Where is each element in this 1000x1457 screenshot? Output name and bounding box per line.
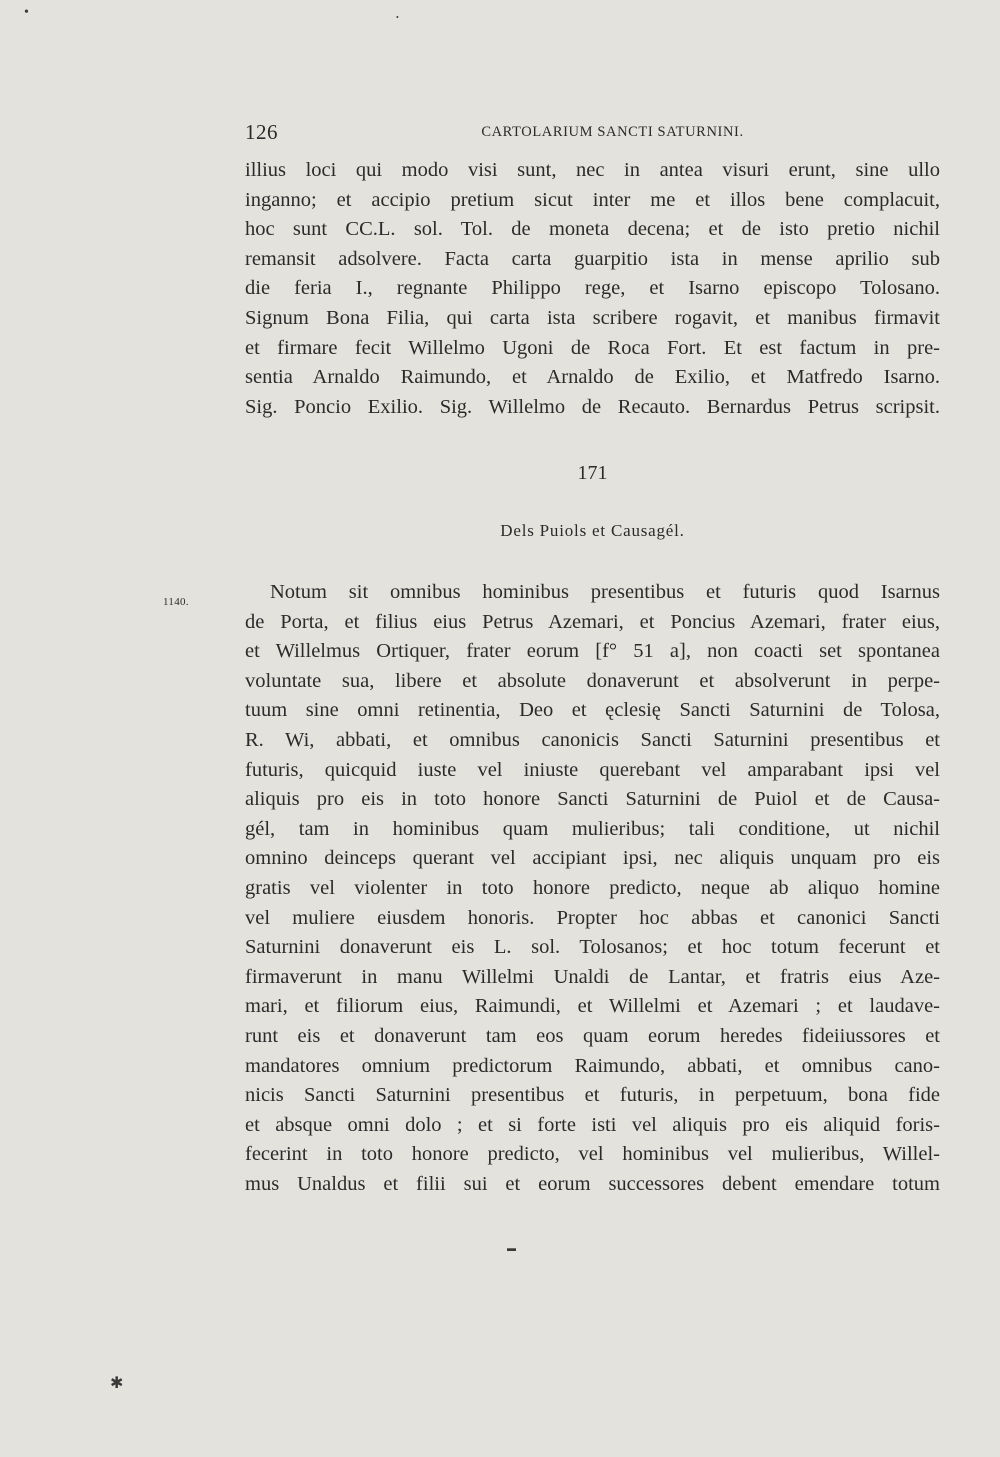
ink-speck: ✱ bbox=[110, 1375, 124, 1392]
text-line: vel muliere eiusdem honoris. Propter hoc abbas et canonici Sancti bbox=[245, 906, 940, 929]
text-line: voluntate sua, libere et absolute donaverunt et absolverunt in perpe- bbox=[245, 669, 940, 692]
text-line: aliquis pro eis in toto honore Sancti Saturnini de Puiol et de Causa- bbox=[245, 788, 940, 811]
text-line: runt eis et donaverunt tam eos quam eorum heredes fideiiussores et bbox=[245, 1024, 940, 1047]
text-line: mari, et filiorum eius, Raimundi, et Willelmi et Azemari ; et laudave- bbox=[245, 995, 940, 1018]
document-number: 171 bbox=[577, 462, 608, 484]
text-line: omnino deinceps querant vel accipiant ipsi, nec aliquis unquam pro eis bbox=[245, 847, 940, 870]
text-line: tuum sine omni retinentia, Deo et ęclesię Sancti Saturnini de Tolosa, bbox=[245, 699, 940, 722]
text-line: futuris, quicquid iuste vel iniuste querebant vel amparabant ipsi vel bbox=[245, 758, 940, 781]
text-line: et Willelmus Ortiquer, frater eorum [f° 51 a], non coacti set spontanea bbox=[245, 640, 940, 663]
text-line: mus Unaldus et filii sui et eorum successores debent emendare totum bbox=[245, 1172, 940, 1195]
text-line: de Porta, et filius eius Petrus Azemari, et Poncius Azemari, frater eius, bbox=[245, 610, 940, 633]
text-line: remansit adsolvere. Facta carta guarpitio ista in mense aprilio sub bbox=[245, 247, 940, 270]
text-line: Notum sit omnibus hominibus presentibus et futuris quod Isarnus bbox=[270, 581, 940, 603]
running-header bbox=[245, 120, 940, 148]
text-line: nicis Sancti Saturnini presentibus et futuris, in perpetuum, bona fide bbox=[245, 1084, 940, 1107]
text-line: mandatores omnium predictorum Raimundo, abbati, et omnibus cano- bbox=[245, 1054, 940, 1077]
text-line: Signum Bona Filia, qui carta ista scribere rogavit, et manibus firmavit bbox=[245, 306, 940, 329]
text-line: sentia Arnaldo Raimundo, et Arnaldo de Exilio, et Matfredo Isarno. bbox=[245, 366, 940, 389]
text-line: gratis vel violenter in toto honore predicto, neque ab aliquo homine bbox=[245, 876, 940, 899]
ink-speck: ▬ bbox=[507, 1243, 516, 1253]
text-line: hoc sunt CC.L. sol. Tol. de moneta decena; et de isto pretio nichil bbox=[245, 218, 940, 241]
margin-date: 1140. bbox=[163, 596, 189, 608]
page-number: 126 bbox=[245, 120, 278, 144]
document-body bbox=[245, 578, 940, 1199]
text-line: firmaverunt in manu Willelmi Unaldi de Lantar, et fratris eius Aze- bbox=[245, 965, 940, 988]
text-line: Saturnini donaverunt eis L. sol. Tolosanos; et hoc totum fecerunt et bbox=[245, 936, 940, 959]
text-line: die feria I., regnante Philippo rege, et Isarno episcopo Tolosano. bbox=[245, 277, 940, 300]
text-line: inganno; et accipio pretium sicut inter me et illos bene complacuit, bbox=[245, 188, 940, 211]
ink-speck: • bbox=[396, 13, 399, 22]
document-title: Dels Puiols et Causagél. bbox=[500, 521, 685, 540]
text-line: Sig. Poncio Exilio. Sig. Willelmo de Recauto. Bernardus Petrus scripsit. bbox=[245, 395, 940, 418]
running-title: CARTOLARIUM SANCTI SATURNINI. bbox=[481, 124, 744, 140]
text-line: et firmare fecit Willelmo Ugoni de Roca Fort. Et est factum in pre- bbox=[245, 336, 940, 359]
ink-speck: • bbox=[24, 5, 29, 20]
text-line: et absque omni dolo ; et si forte isti vel aliquis pro eis aliquid foris- bbox=[245, 1113, 940, 1136]
text-line: R. Wi, abbati, et omnibus canonicis Sancti Saturnini presentibus et bbox=[245, 728, 940, 751]
text-line: illius loci qui modo visi sunt, nec in antea visuri erunt, sine ullo bbox=[245, 159, 940, 181]
text-line: fecerint in toto honore predicto, vel hominibus vel mulieribus, Willel- bbox=[245, 1143, 940, 1166]
continuation-paragraph bbox=[245, 156, 940, 422]
text-line: gél, tam in hominibus quam mulieribus; tali conditione, ut nichil bbox=[245, 817, 940, 840]
